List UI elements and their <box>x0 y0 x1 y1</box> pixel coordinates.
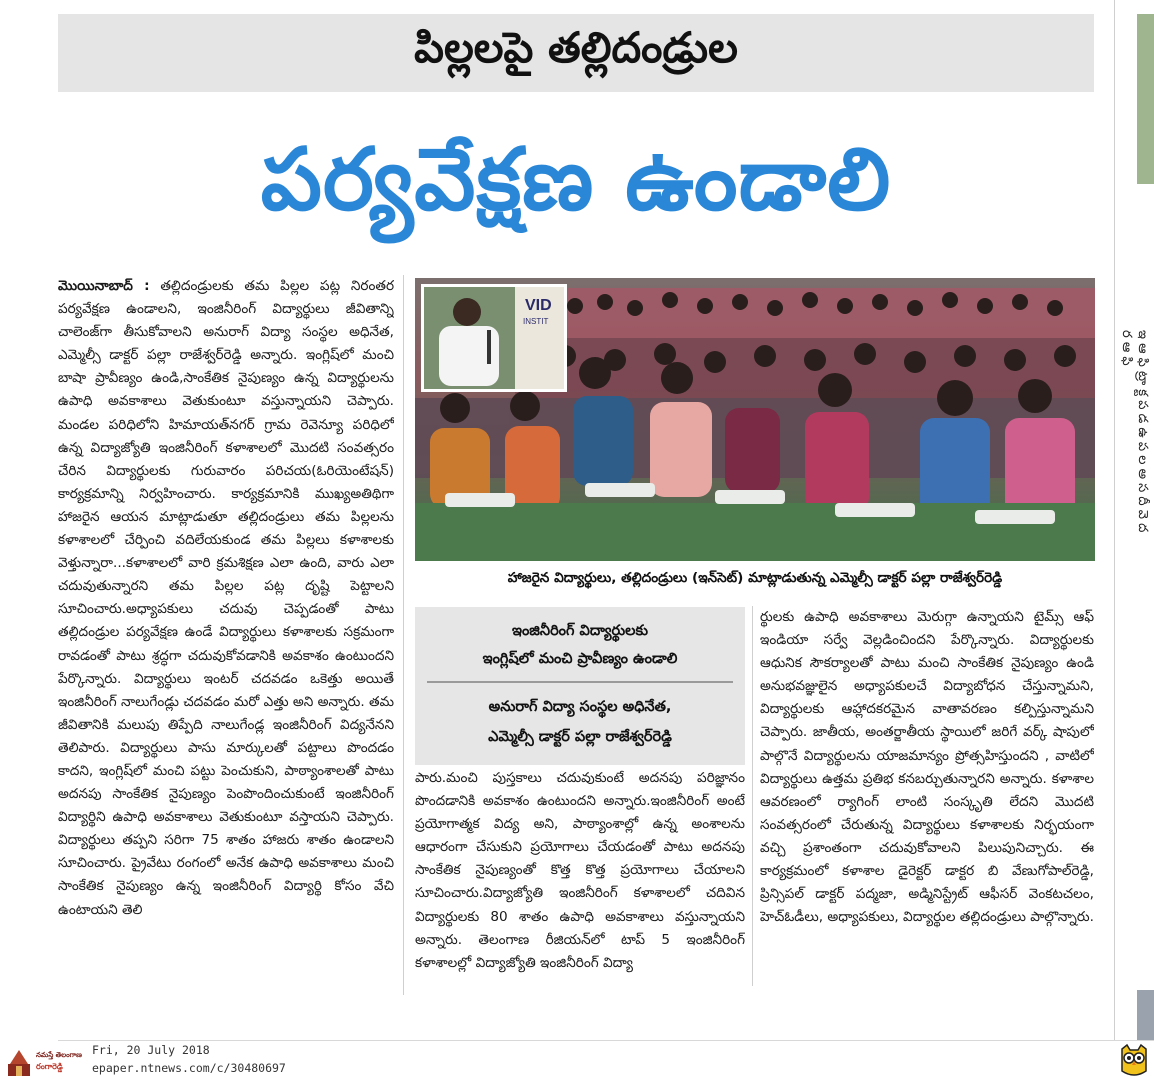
kicker-headline <box>58 14 1094 92</box>
pull-quote-box <box>415 607 745 765</box>
main-headline <box>58 120 1094 260</box>
publication-logo <box>36 1050 90 1074</box>
inset-banner-text: VID <box>525 297 552 314</box>
adjacent-text-column-1: ఇ ఆ ఫి ట్రా క్ట ప డ ఉ ప ల అ స దీ వె ద <box>1135 330 1150 533</box>
adjacent-photo-bottom <box>1137 990 1154 1040</box>
article-column-3: ర్థులకు ఉపాధి అవకాశాలు మెరుగ్గా ఉన్నాయని టైమ్స్ ఆఫ్ ఇండియా సర్వే వెల్లడించిందని పేర్కొన్నారు. విద్యార్థులకు ఆధునిక సౌకర్యాలతో పాటు మంచి సాంకేతిక నైపుణ్యం ఉండి అనుభవజ్ఞులైన అధ్యాపకులచే విద్యాబోధన చేస్తున్నామని, విద్యార్థులకు ఆహ్లాదకరమైన వాతావరణం కల్పిస్తున్నామని చెప్పారు. జాతీయ, అంతర్జాతీయ స్థాయిలో జరిగే వర్క్ షాపులో పాల్గొనే విద్యార్థులను యాజమాన్యం ప్రోత్సహిస్తుందని , వాటిలో విద్యార్థులు ఉత్తమ ప్రతిభ కనబర్చుతున్నారని అన్నారు. కళాశాల ఆవరణంలో ర్యాగింగ్ లాంటి సంస్కృతి లేదని మొదటి సంవత్సరంలో చేరుతున్న విద్యార్థులు కళాశాలకు నిర్భయంగా వచ్చి ప్రశాంతంగా చదువుకోవాలని పిలుపునిచ్చారు. ఈ కార్యక్రమంలో కళాశాల డైరెక్టర్ డాక్టర బి వేణుగోపాల్‌రెడ్డి, ప్రిన్సిపల్ డాక్టర్ పద్మజా, అడ్మినిస్ట్రేట్ ఆఫీసర్ వెంకటచలం, హెచ్ఓడీలు, అధ్యాపకులు, విద్యార్థుల తల్లిదండ్రులు పాల్గొన్నారు. <box>760 609 1094 926</box>
issue-date: Fri, 20 July 2018 <box>92 1043 210 1057</box>
temple-logo-icon <box>6 1048 32 1076</box>
pull-quote-line-3: అనురాగ్ విద్యా సంస్థల అధినేత, <box>488 699 672 715</box>
kicker-text: పిల్లలపై తల్లిదండ్రుల <box>414 23 738 72</box>
pull-quote-line-4: ఎమ్మెల్సీ డాక్టర్ పల్లా రాజేశ్వర్‌రెడ్డి <box>488 729 672 745</box>
logo-top-text: నమస్తే తెలంగాణ <box>36 1051 82 1059</box>
article-column-1 <box>58 275 394 995</box>
dateline: మొయినాబాద్ : <box>58 278 150 294</box>
epaper-link[interactable]: epaper.ntnews.com/c/30480697 <box>92 1061 286 1075</box>
inset-photo <box>421 284 567 392</box>
audience-illustration <box>415 278 1095 561</box>
inset-banner-subtext: INSTIT <box>523 317 549 326</box>
pull-quote-divider <box>427 681 733 683</box>
column-divider <box>403 275 404 995</box>
pull-quote-line-1: ఇంజినీరింగ్ విద్యార్థులకు <box>511 623 649 639</box>
column-divider-2 <box>752 606 753 986</box>
adjacent-photo-top <box>1137 14 1154 184</box>
adjacent-text-column-2: ర ఆ ఫి <box>1119 330 1134 366</box>
event-photo[interactable] <box>415 278 1095 561</box>
photo-caption: హాజరైన విద్యార్థులు, తల్లిదండ్రులు (ఇన్‌సెట్) మాట్లాడుతున్న ఎమ్మెల్సీ డాక్టర్ పల్లా రాజేశ్వర్‌రెడ్డి <box>507 570 1003 586</box>
owl-icon[interactable] <box>1116 1041 1152 1079</box>
article-column-2: పారు.మంచి పుస్తకాలు చదువుకుంటే అదనపు పరిజ్ఞానం పొందడానికి అవకాశం ఉంటుందని అన్నారు.ఇంజినీరింగ్ అంటే ప్రయోగాత్మక విద్య అని, పాఠ్యాంశాల్లో ఉన్న అంశాలను ఆధారంగా చేసుకుని ప్రయోగాలు చేయడంతో పాటు అదనపు సాంకేతిక నైపుణ్యంతో కొత్త కొత్త ప్రయోగాలు చేయాలని సూచించారు.విద్యాజ్యోతి ఇంజినీరింగ్ కళాశాలలో చదివిన విద్యార్థులకు 80 శాతం ఉపాధి అవకాశాలు వస్తున్నాయని అన్నారు. తెలంగాణ రీజియన్‌లో టాప్ 5 ఇంజినీరింగ్ కళాశాలల్లో విద్యాజ్యోతి ఇంజినీరింగ్ విద్యా <box>415 770 745 971</box>
headline-text: పర్యవేక్షణ ఉండాలి <box>260 129 892 230</box>
footer-bar <box>0 1041 1154 1080</box>
logo-edition-text: రంగారెడ్డి <box>36 1062 63 1071</box>
article-text-1: తల్లిదండ్రులకు తమ పిల్లల పట్ల నిరంతర పర్యవేక్షణ ఉండాలని, ఇంజినీరింగ్ విద్యార్థులు జీవితాన్ని చాలెంజ్‌గా తీసుకోవాలని అనురాగ్ విద్యా సంస్థల అధినేత, ఎమ్మెల్సీ డాక్టర్ పల్లా రాజేశ్వర్‌రెడ్డి అన్నారు. ఇంగ్లిష్‌లో మంచి బాషా ప్రావీణ్యం ఉండి,సాంకేతిక నైపుణ్యం ఉన్న విద్యార్థులను ఉపాధి అవకాశాలు వెతుకుంటూ వస్తున్నాయని చెప్పారు. మండల పరిధిలోని హిమాయత్‌నగర్ గ్రామ రెవెన్యూ పరిధిలో ఉన్న విద్యాజ్యోతి ఇంజినీరింగ్ కళాశాలలో మొదటి సంవత్సరం చేరిన విద్యార్థులకు గురువారం పరిచయ(ఓరియెంటేషన్) కార్యక్రమాన్ని నిర్వహించారు. కార్యక్రమానికి ముఖ్యఅతిథిగా హాజరైన ఆయన మాట్లాడుతూ తల్లిదండ్రులు తమ పిల్లలను కళాశాలలో చేర్పించి వదిలేయకుండ తమ పిల్లలు కళాశాలకు వెళ్తున్నారా...కళాశాలలో వారి క్రమశిక్షణ ఎలా ఉంది, వారు ఎలా చదువుతున్నారని తమ పిల్లల పట్ల దృష్టి పెట్టాలని సూచించారు.అధ్యాపకులు చదువు చెప్పడంతో పాటు తల్లిదండ్రుల పర్యవేక్షణ ఉండే విద్యార్థులు కళాశాలకు సక్రమంగా రావడంతో పాటు శ్రద్ధగా చదువుకోవడానికి అవకాశం ఉంటుందని పేర్కొన్నారు. విద్యార్థులు ఇంటర్ చదవడం ఒకెత్తు అయితే ఇంజినీరింగ్ నాలుగేండ్లు చదవడం మరో ఎత్తు అని అన్నారు. తమ జీవితానికి మలుపు తిప్పేది నాలుగేండ్ల ఇంజినీరింగ్ విద్యనేనని తెలిపారు. విద్యార్థులు పాసు మార్కులతో పట్టాలు పొందడం కాదని, ఇంగ్లిష్‌లో మంచి పట్టు పెంచుకుని, పాఠ్యాంశాలతో పాటు అదనపు సాంకేతిక నైపుణ్యం పెంపొందించుకుంటే ఇంజినీరింగ్ విద్యార్థిని ఉపాధి అవకాశాలు వెతుకుంటూ వస్తాయని చెప్పారు. విద్యార్థులు తప్పని సరిగా 75 శాతం హాజరు శాతం ఉండాలని సూచించారు. ప్రైవేటు రంగంలో అనేక ఉపాధి అవకాశాలు మంచి సాంకేతిక నైపుణ్యం ఉన్న ఇంజినీరింగ్ విద్యార్థి కోసం వేచి ఉంటాయని తెలి <box>58 278 394 918</box>
pull-quote-line-2: ఇంగ్లిష్‌లో మంచి ప్రావీణ్యం ఉండాలి <box>482 651 678 667</box>
